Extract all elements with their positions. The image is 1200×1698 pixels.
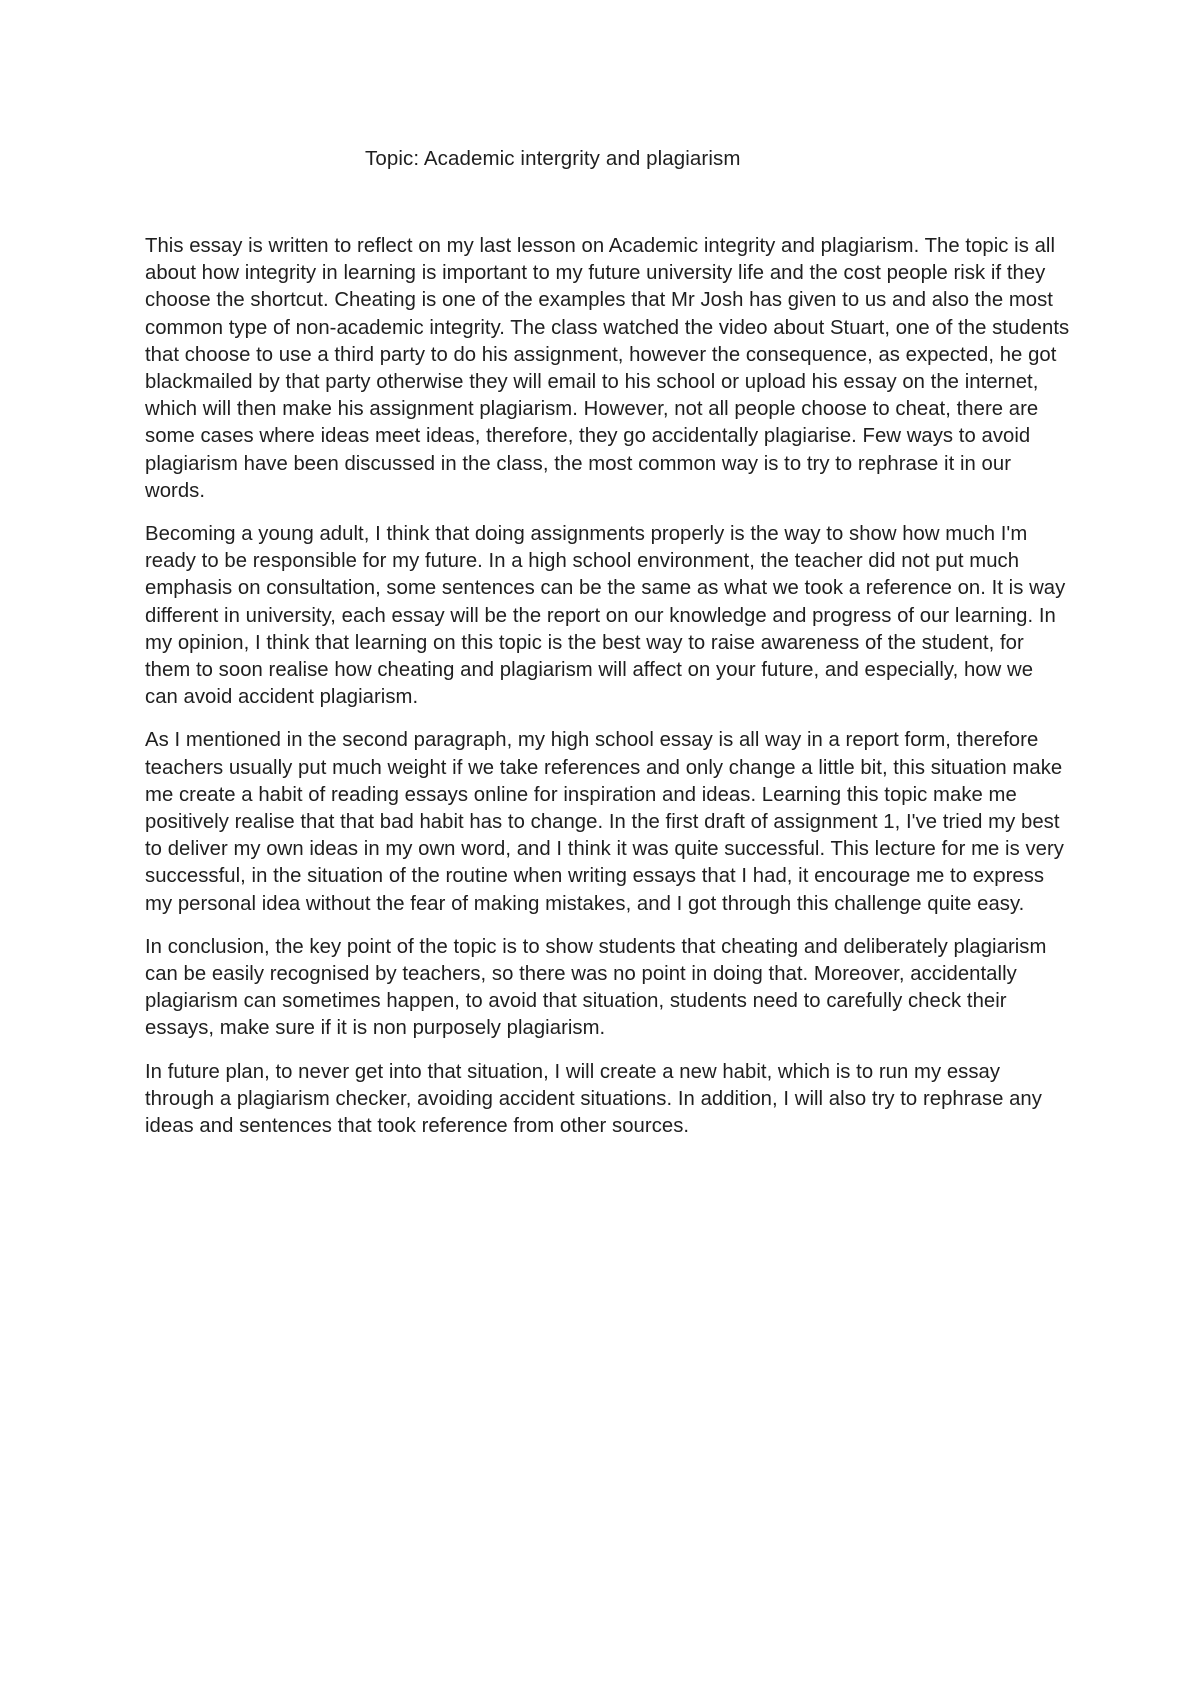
paragraph-1: This essay is written to reflect on my last lesson on Academic integrity and plagiarism. The topic is all about how integrity in learning is important to my future university life and the cost people risk if they choose the shortcut. Cheating is one of the examples that Mr Josh has given to us and also the most common type of non-academic integrity. The class watched the video about Stuart, one of the students that choose to use a third party to do his assignment, however the consequence, as expected, he got blackmailed by that party otherwise they will email to his school or upload his essay on the internet, which will then make his assignment plagiarism. However, not all people choose to cheat, there are some cases where ideas meet ideas, therefore, they go accidentally plagiarise. Few ways to avoid plagiarism have been discussed in the class, the most common way is to try to rephrase it in our words.	[145, 235, 1070, 502]
document-title: Topic: Academic intergrity and plagiarism	[365, 147, 741, 170]
paragraph-2: Becoming a young adult, I think that doing assignments properly is the way to show how much I'm ready to be responsible for my future. In a high school environment, the teacher did not put much emphasis on consultation, some sentences can be the same as what we took a reference on. It is way different in university, each essay will be the report on our knowledge and progress of our learning. In my opinion, I think that learning on this topic is the best way to raise awareness of the student, for them to soon realise how cheating and plagiarism will affect on your future, and especially, how we can avoid accident plagiarism.	[145, 523, 1066, 709]
paragraph-5: In future plan, to never get into that situation, I will create a new habit, which is to run my essay through a plagiarism checker, avoiding accident situations. In addition, I will also try to rephrase any ideas and sentences that took reference from other sources.	[145, 1060, 1042, 1138]
paragraph-3: As I mentioned in the second paragraph, my high school essay is all way in a report form, therefore teachers usually put much weight if we take references and only change a little bit, this situation make me create a habit of reading essays online for inspiration and ideas. Learning this topic make me positively realise that that bad habit has to change. In the first draft of assignment 1, I've tried my best to deliver my own ideas in my own word, and I think it was quite successful. This lecture for me is very successful, in the situation of the routine when writing essays that I had, it encourage me to express my personal idea without the fear of making mistakes, and I got through this challenge quite easy.	[145, 729, 1064, 915]
paragraph-4: In conclusion, the key point of the topic is to show students that cheating and deliberately plagiarism can be easily recognised by teachers, so there was no point in doing that. Moreover, accidentally plagiarism can sometimes happen, to avoid that situation, students need to carefully check their essays, make sure if it is non purposely plagiarism.	[145, 935, 1047, 1040]
document-body	[145, 233, 1070, 1140]
